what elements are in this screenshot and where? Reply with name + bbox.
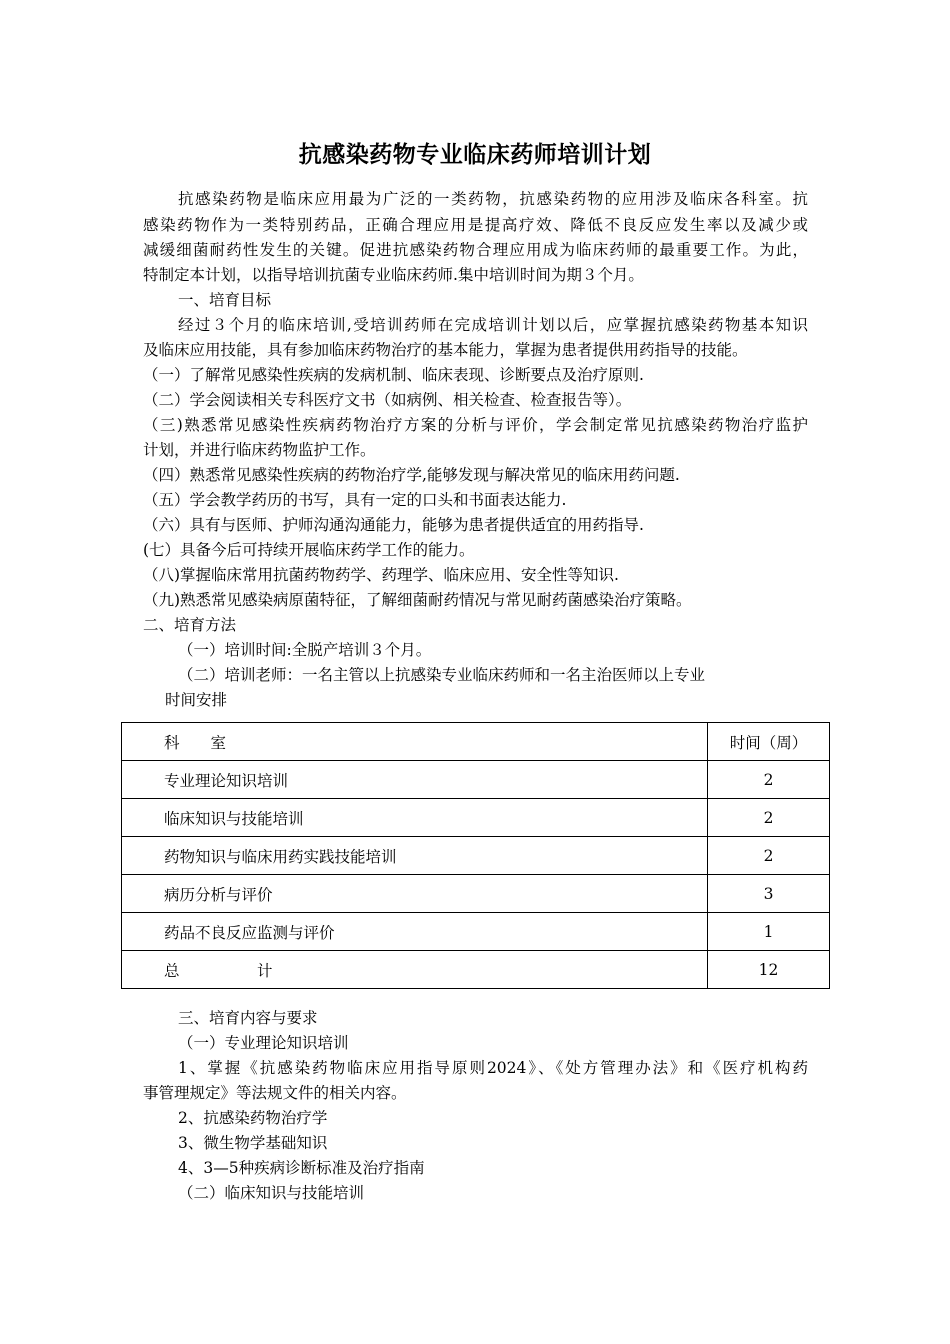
table-row: [122, 875, 830, 913]
list-item: （一）培训时间:全脱产培训３个月。: [178, 641, 432, 659]
paragraph-line: 经过３个月的临床培训,受培训药师在完成培训计划以后，应掌握抗感染药物基本知识: [178, 316, 808, 334]
list-item: （二）培训老师：一名主管以上抗感染专业临床药师和一名主治医师以上专业: [178, 666, 706, 684]
schedule-label: 时间安排: [165, 691, 228, 709]
weeks-cell: 2: [708, 837, 830, 875]
document-title: 抗感染药物专业临床药师培训计划: [298, 142, 652, 168]
list-item: 3、微生物学基础知识: [178, 1134, 328, 1152]
section-heading: 三、培育内容与要求: [178, 1009, 318, 1027]
weeks-cell: 1: [708, 913, 830, 951]
list-item: （八)掌握临床常用抗菌药物药学、药理学、临床应用、安全性等知识.: [143, 566, 619, 584]
intro-line: 减缓细菌耐药性发生的关键。促进抗感染药物合理应用成为临床药师的最重要工作。为此，: [143, 241, 808, 259]
dept-cell: 专业理论知识培训: [122, 761, 708, 799]
dept-cell: 药物知识与临床用药实践技能培训: [122, 837, 708, 875]
dept-cell: 药品不良反应监测与评价: [122, 913, 708, 951]
dept-cell: 病历分析与评价: [122, 875, 708, 913]
schedule-table: [121, 722, 830, 989]
subsection-heading: （一）专业理论知识培训: [178, 1034, 349, 1052]
table-row: [122, 761, 830, 799]
list-item: （五）学会教学药历的书写，具有一定的口头和书面表达能力.: [143, 491, 567, 509]
total-weeks: 12: [708, 951, 830, 989]
list-item: （三)熟悉常见感染性疾病药物治疗方案的分析与评价，学会制定常见抗感染药物治疗监护: [143, 416, 808, 434]
paragraph-line: 及临床应用技能，具有参加临床药物治疗的基本能力，掌握为患者提供用药指导的技能。: [143, 341, 748, 359]
weeks-cell: 2: [708, 799, 830, 837]
weeks-cell: 3: [708, 875, 830, 913]
table-total-row: [122, 951, 830, 989]
section-heading: 一、培育目标: [178, 291, 272, 309]
list-item: （一）了解常见感染性疾病的发病机制、临床表现、诊断要点及治疗原则.: [143, 366, 644, 384]
paragraph-line: 1、掌握《抗感染药物临床应用指导原则2024》、《处方管理办法》和《医疗机构药: [178, 1059, 808, 1077]
header-weeks: 时间（周）: [708, 723, 830, 761]
intro-line: 抗感染药物是临床应用最为广泛的一类药物，抗感染药物的应用涉及临床各科室。抗: [178, 190, 808, 208]
header-dept: 科 室: [122, 723, 708, 761]
list-item: （二）学会阅读相关专科医疗文书（如病例、相关检查、检查报告等）。: [143, 391, 632, 409]
list-item: (七）具备今后可持续开展临床药学工作的能力。: [143, 541, 475, 559]
table-header-row: [122, 723, 830, 761]
list-item: 计划，并进行临床药物监护工作。: [143, 441, 376, 459]
paragraph-line: 事管理规定》等法规文件的相关内容。: [143, 1084, 407, 1102]
list-item: 4、3—5种疾病诊断标准及治疗指南: [178, 1159, 425, 1177]
table-row: [122, 799, 830, 837]
dept-cell: 临床知识与技能培训: [122, 799, 708, 837]
list-item: （四）熟悉常见感染性疾病的药物治疗学,能够发现与解决常见的临床用药问题.: [143, 466, 680, 484]
intro-line: 感染药物作为一类特别药品，正确合理应用是提高疗效、降低不良反应发生率以及减少或: [143, 216, 808, 234]
subsection-heading: （二）临床知识与技能培训: [178, 1184, 365, 1202]
list-item: （九)熟悉常见感染病原菌特征，了解细菌耐药情况与常见耐药菌感染治疗策略。: [143, 591, 692, 609]
section-heading: 二、培育方法: [143, 616, 237, 634]
intro-line: 特制定本计划，以指导培训抗菌专业临床药师.集中培训时间为期３个月。: [143, 266, 644, 284]
total-label: 总 计: [122, 951, 708, 989]
list-item: （六）具有与医师、护师沟通沟通能力，能够为患者提供适宜的用药指导.: [143, 516, 644, 534]
list-item: 2、抗感染药物治疗学: [178, 1109, 328, 1127]
weeks-cell: 2: [708, 761, 830, 799]
table-row: [122, 913, 830, 951]
table-row: [122, 837, 830, 875]
